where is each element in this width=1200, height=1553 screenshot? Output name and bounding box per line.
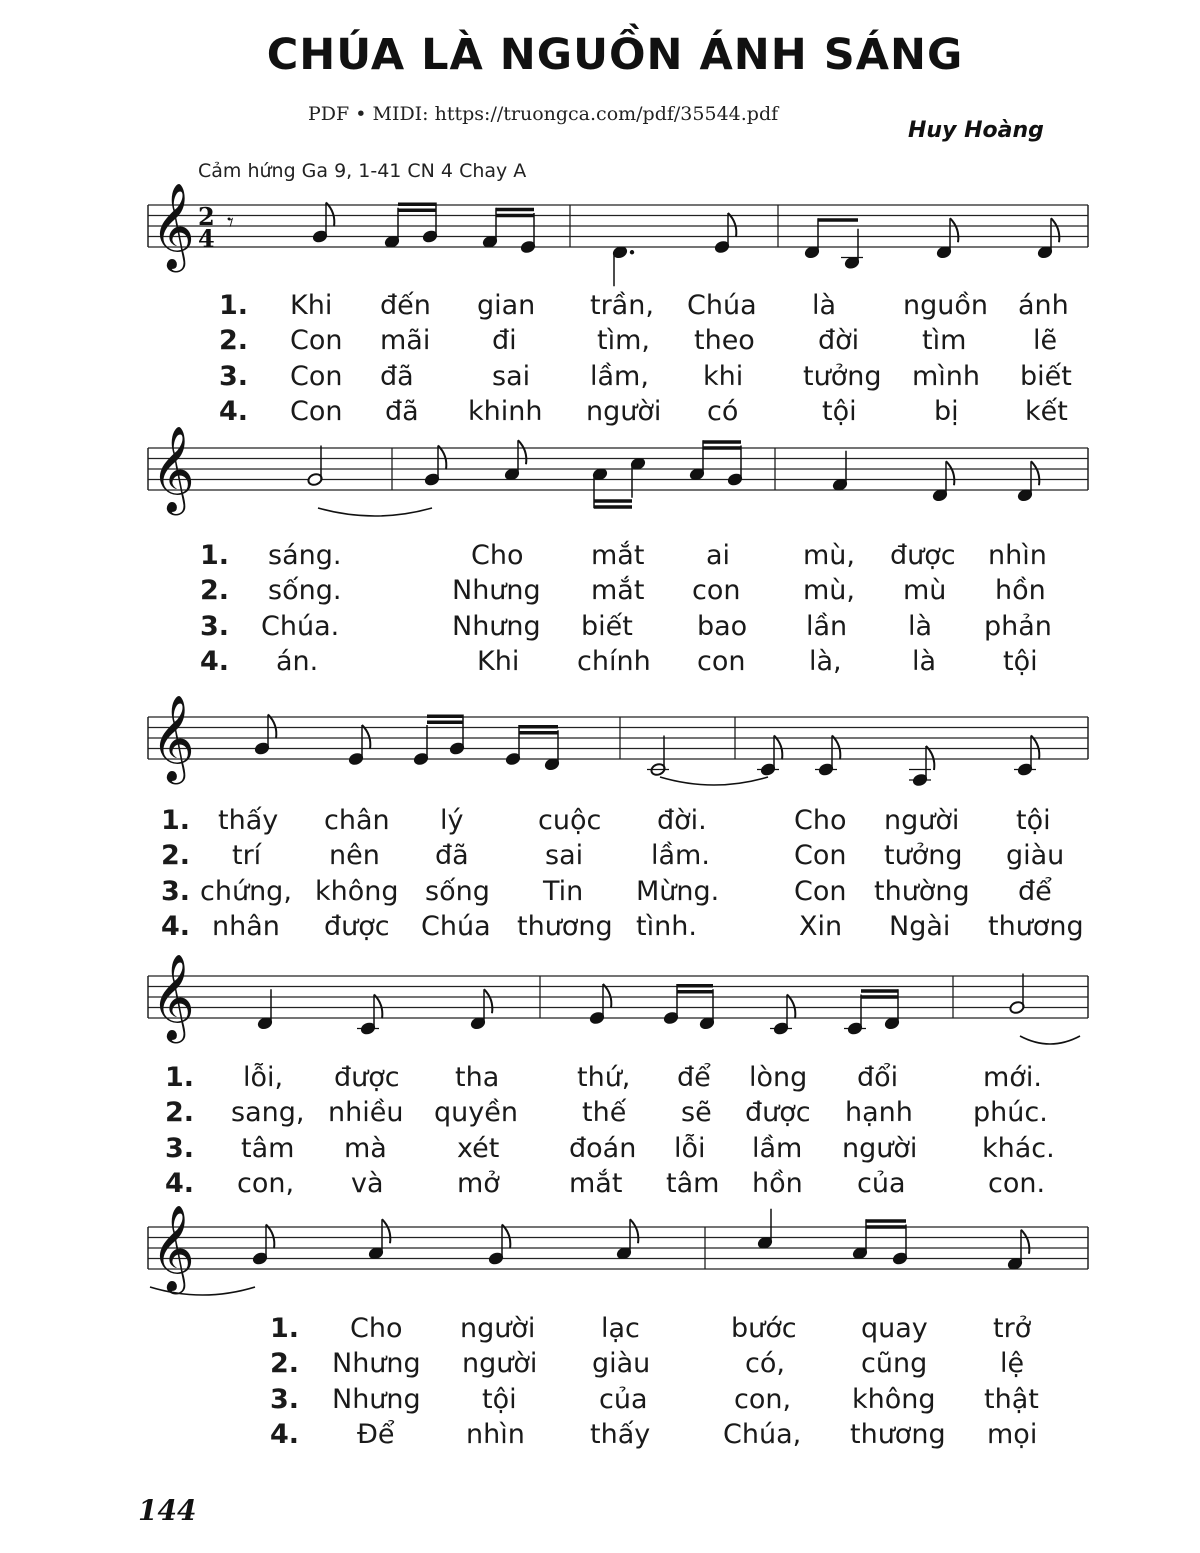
lyric-word: bị xyxy=(934,395,959,427)
lyric-word: mắt xyxy=(569,1167,623,1199)
note xyxy=(312,203,335,244)
lyric-word: thế xyxy=(582,1097,627,1129)
lyric-line xyxy=(0,611,1200,647)
lyric-word: sống xyxy=(425,875,490,907)
lyric-word: bước xyxy=(731,1313,797,1344)
lyric-word: đời xyxy=(818,325,860,357)
verse-number: 3. xyxy=(165,1132,195,1164)
tie xyxy=(318,508,432,516)
verse-number: 4. xyxy=(161,910,191,942)
lyric-word: thương xyxy=(850,1418,946,1450)
lyric-word: đời. xyxy=(657,805,707,836)
note xyxy=(844,995,866,1036)
lyric-word: trí xyxy=(232,840,262,872)
lyric-word: quyền xyxy=(434,1097,518,1129)
lyric-word: thật xyxy=(984,1383,1039,1415)
lyric-word: biết xyxy=(581,610,633,642)
note xyxy=(852,1219,868,1260)
lyric-word: sai xyxy=(492,360,531,392)
staff-system-5 xyxy=(0,1197,1200,1317)
note xyxy=(630,457,646,498)
note xyxy=(348,725,371,766)
lyric-word: hạnh xyxy=(845,1097,913,1129)
lyric-word: Cho xyxy=(471,540,524,571)
lyric-word: kết xyxy=(1025,395,1068,427)
lyric-line xyxy=(0,1133,1200,1169)
verse-number: 1. xyxy=(270,1313,300,1344)
verse-number: 1. xyxy=(219,290,249,321)
lyric-line xyxy=(0,1348,1200,1384)
lyric-word: quay xyxy=(861,1313,928,1344)
note xyxy=(757,1209,773,1250)
note xyxy=(727,446,743,487)
lyric-word: phản xyxy=(984,610,1052,642)
note xyxy=(307,446,323,487)
verse-number: 3. xyxy=(270,1383,300,1415)
lyric-word: lầm, xyxy=(590,360,649,392)
lyric-word: giàu xyxy=(592,1348,651,1380)
lyric-line xyxy=(0,646,1200,682)
lyric-word: lầm xyxy=(752,1132,803,1164)
lyric-word: tội xyxy=(822,395,857,427)
note xyxy=(1017,461,1040,502)
notes xyxy=(254,715,1040,788)
verse-number: 4. xyxy=(200,645,230,677)
lyric-word: tội xyxy=(1003,645,1038,677)
staff-system-4 xyxy=(0,946,1200,1066)
lyric-line xyxy=(0,1384,1200,1420)
lyric-word: người xyxy=(586,395,662,427)
lyric-word: mọi xyxy=(987,1418,1038,1450)
lyric-line xyxy=(0,840,1200,876)
staff-lines xyxy=(148,976,1088,1018)
lyric-word: sống. xyxy=(268,575,342,607)
lyric-word: có, xyxy=(745,1348,785,1380)
lyric-word: khi xyxy=(703,360,744,392)
lyric-word: lỗi, xyxy=(243,1062,284,1093)
lyric-word: Tin xyxy=(543,875,584,907)
lyric-word: tội xyxy=(1016,805,1051,836)
lyric-word: Khi xyxy=(477,645,520,677)
lyric-word: thường xyxy=(874,875,970,907)
lyric-word: Cho xyxy=(794,805,847,836)
lyric-word: trần, xyxy=(590,290,654,321)
verse-number: 3. xyxy=(161,875,191,907)
lyric-word: để xyxy=(1018,875,1052,907)
staff-system-1 xyxy=(0,175,1200,295)
lyric-word: con xyxy=(697,645,746,677)
lyric-word: mắt xyxy=(591,540,645,571)
lyric-word: Chúa xyxy=(421,910,491,942)
lyric-word: được xyxy=(890,540,956,571)
composer-name: Huy Hoàng xyxy=(908,118,1044,143)
verse-number: 1. xyxy=(165,1062,195,1093)
lyric-word: nhiều xyxy=(328,1097,404,1129)
lyric-word: hồn xyxy=(995,575,1046,607)
treble-clef-icon: 𝄞 xyxy=(151,426,195,512)
lyric-word: Con xyxy=(290,360,343,392)
treble-clef-icon: 𝄞 xyxy=(151,183,195,269)
verse-number: 2. xyxy=(219,325,249,357)
lyric-word: mắt xyxy=(591,575,645,607)
lyric-word: chứng, xyxy=(200,875,292,907)
note xyxy=(413,725,429,766)
lyric-word: là xyxy=(812,290,837,321)
lyric-word: đã xyxy=(385,395,419,427)
lyric-line xyxy=(0,290,1200,326)
lyric-word: giàu xyxy=(1006,840,1065,872)
lyric-word: đến xyxy=(380,290,431,321)
lyric-word: biết xyxy=(1020,360,1072,392)
lyric-word: Nhưng xyxy=(452,575,541,607)
lyric-word: Nhưng xyxy=(332,1383,421,1415)
staff-lines xyxy=(148,205,1088,247)
lyric-word: tưởng xyxy=(884,840,963,872)
note xyxy=(368,1219,391,1260)
lyric-word: đi xyxy=(492,325,517,357)
lyric-word: bao xyxy=(697,610,748,642)
lyric-word: được xyxy=(324,910,390,942)
lyric-word: thương xyxy=(988,910,1084,942)
lyric-word: con, xyxy=(734,1383,792,1415)
staff-lines xyxy=(148,1227,1088,1269)
lyric-word: theo xyxy=(694,325,755,357)
lyric-word: ánh xyxy=(1018,290,1069,321)
lyric-word: sai xyxy=(545,840,584,872)
lyric-word: Con xyxy=(794,875,847,907)
lyric-word: chính xyxy=(577,645,651,677)
lyric-word: sang, xyxy=(231,1097,305,1129)
lyric-word: nguồn xyxy=(903,290,988,321)
song-title: CHÚA LÀ NGUỒN ÁNH SÁNG xyxy=(266,30,964,80)
verse-number: 3. xyxy=(219,360,249,392)
lyric-word: và xyxy=(351,1167,384,1199)
lyric-word: lần xyxy=(806,610,848,642)
lyric-word: con xyxy=(692,575,741,607)
lyric-word: Chúa. xyxy=(261,610,340,642)
lyric-word: con. xyxy=(988,1167,1046,1199)
note xyxy=(384,208,400,249)
note xyxy=(909,746,934,787)
lyric-line xyxy=(0,911,1200,947)
lyric-word: Xin xyxy=(799,910,843,942)
lyric-word: tình. xyxy=(636,910,697,942)
lyric-word: Nhưng xyxy=(332,1348,421,1380)
source-link[interactable]: PDF • MIDI: https://truongca.com/pdf/35544.pdf xyxy=(308,103,779,125)
verse-number: 4. xyxy=(219,395,249,427)
lyric-word: tưởng xyxy=(803,360,882,392)
lyric-word: người xyxy=(462,1348,538,1380)
note xyxy=(1009,974,1025,1015)
lyric-word: thấy xyxy=(590,1418,651,1450)
eighth-rest-icon: 𝄾 xyxy=(227,208,234,238)
staff-system-3 xyxy=(0,687,1200,807)
lyric-word: sáng. xyxy=(268,540,342,571)
lyric-word: Ngài xyxy=(889,910,951,942)
lyric-word: của xyxy=(857,1167,906,1199)
lyric-word: không xyxy=(315,875,399,907)
lyric-word: được xyxy=(334,1062,400,1093)
lyric-line xyxy=(0,396,1200,432)
note xyxy=(252,1225,275,1266)
lyric-word: là xyxy=(912,645,937,677)
lyric-word: Cho xyxy=(350,1313,403,1344)
lyric-word: không xyxy=(852,1383,936,1415)
note xyxy=(770,995,795,1036)
note xyxy=(616,1219,639,1260)
lyric-word: Con xyxy=(794,840,847,872)
note xyxy=(832,451,848,492)
lyric-word: Con xyxy=(290,395,343,427)
note xyxy=(841,229,863,270)
note xyxy=(1037,218,1060,259)
verse-number: 4. xyxy=(270,1418,300,1450)
note xyxy=(714,213,737,254)
notes xyxy=(252,1209,1030,1271)
lyric-word: thấy xyxy=(218,805,279,836)
treble-clef-icon: 𝄞 xyxy=(151,1205,195,1291)
inspiration-note: Cảm hứng Ga 9, 1-41 CN 4 Chay A xyxy=(198,160,527,182)
staff-lines xyxy=(148,717,1088,759)
note xyxy=(892,1225,908,1266)
note xyxy=(504,440,527,481)
lyric-word: đổi xyxy=(857,1062,899,1093)
verse-number: 1. xyxy=(200,540,230,571)
lyric-word: cuộc xyxy=(538,805,602,836)
note xyxy=(544,730,560,771)
note xyxy=(815,736,840,777)
lyric-word: có xyxy=(707,395,739,427)
lyric-word: người xyxy=(842,1132,918,1164)
lyric-word: sẽ xyxy=(681,1097,712,1129)
lyric-word: mù, xyxy=(803,575,855,607)
lyric-word: mãi xyxy=(380,325,431,357)
lyric-line xyxy=(0,1062,1200,1098)
lyric-word: Chúa, xyxy=(723,1418,802,1450)
lyric-word: tha xyxy=(455,1062,500,1093)
lyric-word: mở xyxy=(457,1167,500,1199)
note xyxy=(257,989,273,1030)
lyric-word: tâm xyxy=(241,1132,295,1164)
verse-number: 4. xyxy=(165,1167,195,1199)
lyric-word: phúc. xyxy=(973,1097,1048,1129)
lyric-word: thứ, xyxy=(577,1062,631,1093)
note xyxy=(488,1225,511,1266)
notes xyxy=(307,440,1040,509)
lyric-word: mù, xyxy=(803,540,855,571)
staff-lines xyxy=(148,448,1088,490)
treble-clef-icon: 𝄞 xyxy=(151,695,195,781)
lyric-word: để xyxy=(677,1062,711,1093)
lyric-word: tội xyxy=(482,1383,517,1415)
lyric-word: lạc xyxy=(601,1313,640,1344)
lyric-line xyxy=(0,805,1200,841)
verse-number: 3. xyxy=(200,610,230,642)
lyric-line xyxy=(0,1168,1200,1204)
lyric-word: con, xyxy=(237,1167,295,1199)
lyric-word: của xyxy=(599,1383,648,1415)
page-number: 144 xyxy=(138,1494,197,1527)
treble-clef-icon: 𝄞 xyxy=(151,954,195,1040)
note xyxy=(470,989,493,1030)
note xyxy=(520,213,536,254)
verse-number: 2. xyxy=(165,1097,195,1129)
note xyxy=(936,218,959,259)
lyric-word: Nhưng xyxy=(452,610,541,642)
lyric-word: cũng xyxy=(861,1348,928,1380)
lyric-word: mù xyxy=(903,575,947,607)
lyric-word: lầm. xyxy=(651,840,710,872)
lyric-line xyxy=(0,1097,1200,1133)
lyric-line xyxy=(0,361,1200,397)
lyric-word: tâm xyxy=(666,1167,720,1199)
lyric-word: là xyxy=(908,610,933,642)
lyric-word: khinh xyxy=(468,395,543,427)
lyric-word: lệ xyxy=(1000,1348,1025,1380)
lyric-word: đã xyxy=(380,360,414,392)
note xyxy=(804,218,820,259)
lyric-word: nhìn xyxy=(988,540,1047,571)
lyric-line xyxy=(0,575,1200,611)
note xyxy=(647,736,669,777)
lyric-word: trở xyxy=(993,1313,1032,1344)
lyric-word: lòng xyxy=(749,1062,808,1093)
lyric-word: mới. xyxy=(983,1062,1042,1093)
note xyxy=(699,989,715,1030)
lyric-line xyxy=(0,876,1200,912)
note xyxy=(757,736,782,777)
note xyxy=(505,725,521,766)
lyric-word: ai xyxy=(706,540,731,571)
verse-number: 2. xyxy=(161,840,191,872)
lyric-word: nhân xyxy=(212,910,280,942)
note xyxy=(663,984,679,1025)
lyric-word: lý xyxy=(440,805,464,836)
notes xyxy=(257,974,1025,1036)
note xyxy=(424,446,447,487)
lyric-word: chân xyxy=(324,805,390,836)
lyric-word: Khi xyxy=(290,290,333,321)
lyric-word: nhìn xyxy=(466,1418,525,1450)
lyric-word: nên xyxy=(329,840,380,872)
lyric-word: đã xyxy=(435,840,469,872)
note xyxy=(1014,736,1039,777)
note xyxy=(482,208,498,249)
lyric-word: là, xyxy=(809,645,842,677)
note xyxy=(357,995,382,1036)
note xyxy=(1007,1230,1030,1271)
note xyxy=(589,984,612,1025)
lyric-line xyxy=(0,1419,1200,1455)
lyric-word: tìm xyxy=(922,325,967,357)
lyric-line xyxy=(0,325,1200,361)
lyric-word: Con xyxy=(290,325,343,357)
lyric-word: hồn xyxy=(752,1167,803,1199)
verse-number: 2. xyxy=(270,1348,300,1380)
note xyxy=(689,440,705,481)
lyric-word: đoán xyxy=(569,1132,637,1164)
lyric-word: lẽ xyxy=(1033,325,1058,357)
note xyxy=(932,461,955,502)
verse-number: 1. xyxy=(161,805,191,836)
lyric-word: mình xyxy=(912,360,981,392)
lyric-word: khác. xyxy=(982,1132,1055,1164)
lyric-word: tìm, xyxy=(597,325,650,357)
lyric-word: được xyxy=(745,1097,811,1129)
lyric-word: mà xyxy=(344,1132,387,1164)
lyric-line xyxy=(0,540,1200,576)
lyric-word: xét xyxy=(457,1132,500,1164)
staff-system-2 xyxy=(0,418,1200,538)
time-signature-bottom: 4 xyxy=(198,224,215,253)
lyric-word: gian xyxy=(477,290,536,321)
lyric-word: người xyxy=(460,1313,536,1344)
verse-number: 2. xyxy=(200,575,230,607)
tie xyxy=(660,777,768,785)
time-signature-top: 2 xyxy=(198,202,215,231)
lyric-line xyxy=(0,1313,1200,1349)
note xyxy=(612,245,634,286)
lyric-word: thương xyxy=(517,910,613,942)
lyric-word: lỗi xyxy=(674,1132,706,1164)
lyric-word: người xyxy=(884,805,960,836)
lyric-word: Mừng. xyxy=(636,875,720,907)
lyric-word: Để xyxy=(357,1418,395,1450)
note xyxy=(254,715,277,756)
lyric-word: Chúa xyxy=(687,290,757,321)
lyric-word: án. xyxy=(276,645,319,677)
tie xyxy=(1020,1036,1080,1044)
